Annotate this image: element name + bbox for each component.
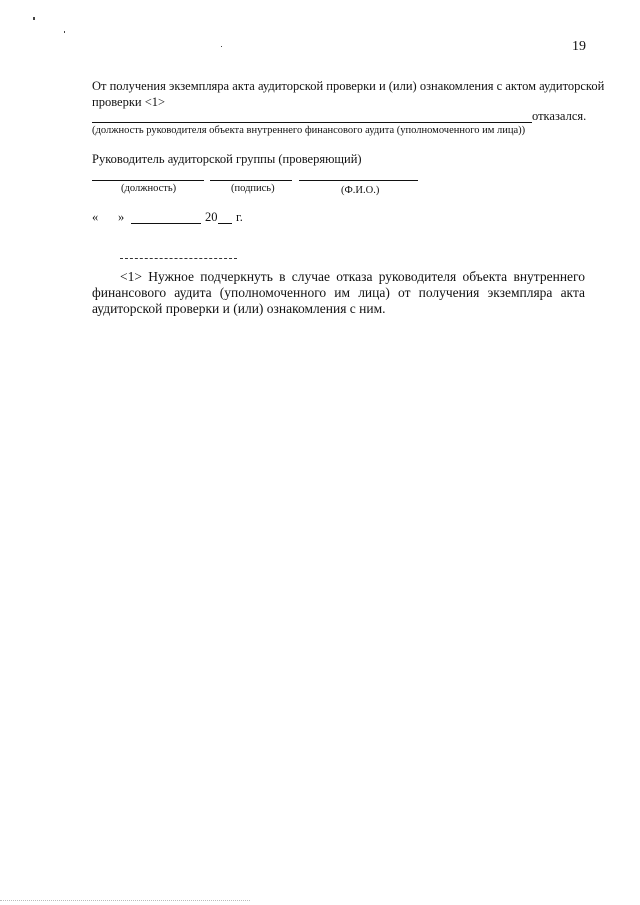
footnote-line-2: финансового аудита (уполномоченного им лица) от получения экземпляра акта: [92, 285, 585, 300]
date-year-suffix: г.: [236, 210, 243, 224]
position-blank-line: [92, 180, 204, 181]
intro-line-2: проверки <1>: [92, 95, 166, 109]
date-close-quote: »: [118, 210, 125, 224]
refusal-suffix: отказался.: [532, 109, 587, 123]
signature-label: (подпись): [231, 183, 275, 194]
position-label: (должность): [121, 183, 177, 194]
scan-bottom-edge: [0, 900, 250, 901]
refusal-blank-line: [92, 122, 532, 123]
signature-blank-line: [210, 180, 292, 181]
footnote-separator: [120, 258, 237, 259]
group-leader-title: Руководитель аудиторской группы (проверяющий): [92, 152, 362, 166]
scan-speck: [64, 31, 65, 33]
refusal-caption: (должность руководителя объекта внутреннего финансового аудита (уполномоченного им лица)): [92, 125, 526, 136]
scan-speck: [33, 17, 35, 20]
date-month-blank-line: [131, 223, 201, 224]
footnote-line-1: <1> Нужное подчеркнуть в случае отказа руководителя объекта внутреннего: [120, 269, 585, 284]
date-year-blank-line: [218, 223, 232, 224]
footnote-line-3: аудиторской проверки и (или) ознакомления с ним.: [92, 301, 386, 316]
fullname-blank-line: [299, 180, 418, 181]
page-number: 19: [572, 39, 586, 54]
scan-speck: [221, 46, 222, 47]
date-year-prefix: 20: [205, 210, 218, 224]
intro-line-1: От получения экземпляра акта аудиторской проверки и (или) ознакомления с актом аудиторской: [92, 79, 605, 93]
fullname-label: (Ф.И.О.): [341, 185, 380, 196]
date-open-quote: «: [92, 210, 99, 224]
